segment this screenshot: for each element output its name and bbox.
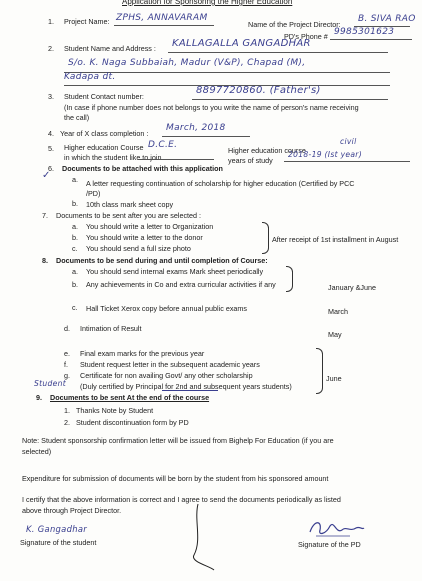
item-8g-text-2: (Duly certified by Principal for 2nd and subsequent years students) [80,382,292,391]
student-signature-handwriting: K. Gangadhar [26,524,87,534]
pd-phone-underline [330,39,412,40]
signature-scribble-mark [180,500,220,575]
student-address-line-2: Kadapa dt. [64,72,116,82]
item-7a-text: You should write a letter to Organization [86,222,214,231]
item-8c-text: Hall Ticket Xerox copy before annual public exams [86,304,248,313]
higher-education-course-label: Higher education Course [64,143,144,152]
item-8b-text: Any achievements in Co and extra curricular activities if any [86,280,276,289]
project-name-value: ZPHS, ANNAVARAM [116,13,208,23]
certification-line-1: I certify that the above information is correct and I agree to send the documents periodically as listed [22,495,341,504]
item-6b-letter: b. [72,199,78,208]
item-9-1-number: 1. [64,406,70,415]
item-8d-letter: d. [64,324,70,333]
x-class-year-label: Year of X class completion : [60,129,149,138]
section-7-number: 7. [42,211,48,220]
item-9-2-text: Student discontinuation form by PD [76,418,189,427]
checkmark-icon: ✓ [42,170,51,181]
course-branch-value: civil [340,137,357,146]
document-title: Application for Sponsoring the Higher Education [122,0,293,6]
project-director-value: B. SIVA RAO [358,14,416,24]
item-8f-letter: f. [64,360,68,369]
years-of-study-label: years of study [228,156,273,165]
section-3-number: 3. [48,92,54,101]
certification-line-2: above through Project Director. [22,506,122,515]
expenditure-statement: Expenditure for submission of documents will be born by the student from his sponsored amount [22,474,329,483]
section-8ab-brace [286,266,293,292]
june-label: June [326,374,342,383]
x-class-year-underline [162,136,250,137]
january-june-label: January &June [328,283,376,292]
student-address-line-1: S/o. K. Naga Subbaiah, Madur (V&P), Chapad (M), [68,58,306,68]
item-7b-text: You should write a letter to the donor [86,233,203,242]
years-of-study-value: 2018-19 (Ist year) [288,150,362,159]
student-name-value: KALLAGALLA GANGADHAR [172,38,311,49]
contact-number-label: Student Contact number: [64,92,144,101]
section-7-heading: Documents to be sent after you are selected : [56,211,202,220]
may-label: May [328,330,342,339]
item-7b-letter: b. [72,233,78,242]
section-2-number: 2. [48,44,54,53]
student-name-label: Student Name and Address : [64,44,156,53]
item-8f-text: Student request letter in the subsequent academic years [80,360,260,369]
project-name-underline [114,25,214,26]
section-6-heading: Documents to be attached with this application [62,164,223,173]
item-7c-letter: c. [72,244,78,253]
student-signature-label: Signature of the student [20,538,97,547]
first-installment-note: After receipt of 1st installment in August [272,235,399,244]
item-8e-text: Final exam marks for the previous year [80,349,205,358]
section-1-number: 1. [48,17,54,26]
contact-note-line-1: (In case if phone number does not belongs to you write the name of person's name receiving [64,103,359,112]
student-handwritten-note: Student [34,379,66,388]
item-6b-text: 10th class mark sheet copy [86,200,174,209]
course-underline [138,159,214,160]
higher-education-course-label-right: Higher education course [228,146,306,155]
note-line-2: selected) [22,447,52,456]
item-8e-letter: e. [64,349,70,358]
item-8b-letter: b. [72,280,78,289]
item-8a-letter: a. [72,267,78,276]
years-underline [284,161,410,162]
section-8-number: 8. [42,256,48,265]
note-line-1: Note: Student sponsorship confirmation letter will be issued from Bighelp For Education (if you are [22,436,334,445]
section-9-heading: Documents to be sent At the end of the course [50,393,210,402]
item-6a-text-1: A letter requesting continuation of scholarship for higher education (Certified by PCC [86,179,355,188]
item-9-2-number: 2. [64,418,70,427]
item-7c-text: You should send a full size photo [86,244,191,253]
pd-signature-icon [306,516,368,540]
section-6-number: 6. [48,164,54,173]
item-7a-letter: a. [72,222,78,231]
x-class-year-value: March, 2018 [166,123,226,133]
section-8efg-brace [316,348,323,394]
item-8c-letter: c. [72,303,78,312]
section-9-number: 9. [36,393,42,402]
course-value: D.C.E. [148,140,178,150]
principal-underline [162,390,218,391]
course-join-label: in which the student like to join [64,153,162,162]
pd-signature-label: Signature of the PD [298,540,361,549]
item-8d-text: Intimation of Result [80,324,142,333]
project-name-label: Project Name: [64,17,110,26]
contact-note-line-2: the call) [64,113,90,122]
pd-phone-label: PD's Phone # [284,32,328,41]
item-8g-text: Certificate for non availing Govt/ any other scholarship [80,371,253,380]
item-8g-letter: g. [64,371,70,380]
item-8a-text: You should send internal exams Mark sheet periodically [86,267,264,276]
section-5-number: 5. [48,144,54,153]
student-name-underline [168,52,388,53]
section-8-heading: Documents to be send during and until completion of Course: [56,256,268,265]
item-6a-text-2: /PD) [86,189,101,198]
item-6a-letter: a. [72,175,78,184]
item-9-1-text: Thanks Note by Student [76,406,154,415]
march-label: March [328,307,348,316]
contact-number-underline [192,99,388,100]
project-director-label: Name of the Project Director: [248,20,341,29]
pd-phone-value: 9985301623 [334,27,395,37]
section-4-number: 4. [48,129,54,138]
contact-number-value: 8897720860. (Father's) [196,85,321,96]
section-7-brace [262,222,269,254]
